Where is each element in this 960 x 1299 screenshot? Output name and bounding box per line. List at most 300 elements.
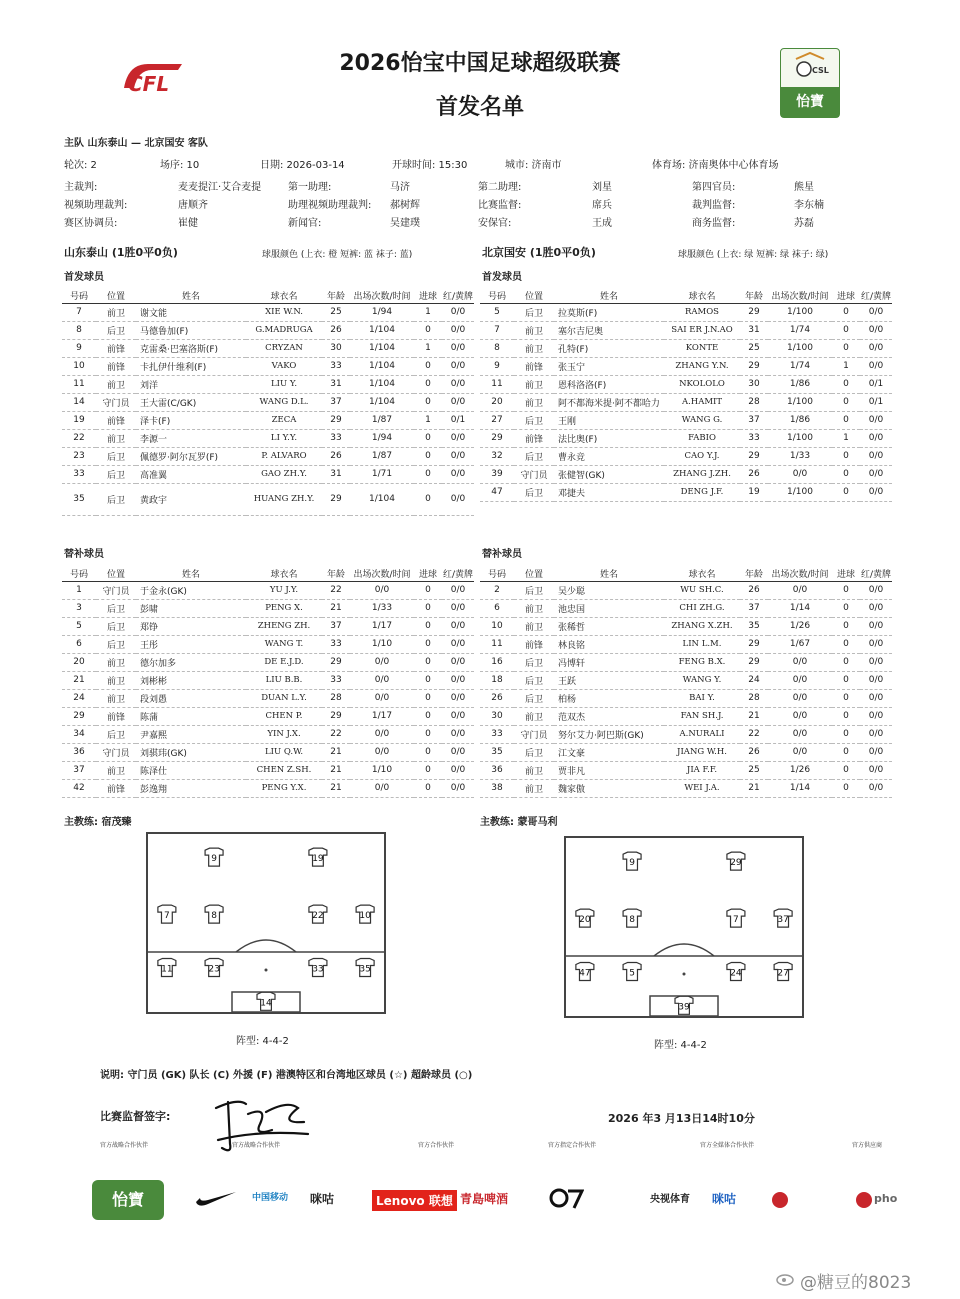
age-cell: 33 (740, 429, 768, 447)
shirt-name-cell: JIA F.F. (664, 761, 740, 779)
shirt-name-cell: HUANG ZH.Y. (246, 483, 322, 515)
shirt-name-cell: ZHANG X.ZH. (664, 617, 740, 635)
venue: 体育场: 济南奥体中心体育场 (652, 160, 779, 171)
age-cell: 29 (322, 653, 350, 671)
apps-cell: 1/86 (768, 411, 832, 429)
age-cell: 35 (740, 617, 768, 635)
shirt-name-cell: LIU Q.W. (246, 743, 322, 761)
svg-text:CSL: CSL (812, 66, 829, 75)
number-cell: 3 (62, 599, 96, 617)
lineup-jersey-icon (623, 852, 641, 870)
name-cell: 尹嘉熙 (136, 725, 246, 743)
svg-text:8: 8 (629, 915, 635, 926)
number-cell: 9 (480, 357, 514, 375)
goals-cell: 0 (832, 339, 860, 357)
shirt-name-cell: KONTE (664, 339, 740, 357)
name-cell: 卡扎伊什维利(F) (136, 357, 246, 375)
official-label: 比赛监督: (478, 200, 522, 211)
lineup-jersey-icon (309, 848, 327, 866)
position-cell: 前卫 (514, 761, 554, 779)
away-team-header: 北京国安 (1胜0平0负) (482, 246, 596, 259)
name-cell: 彭逸翔 (136, 779, 246, 797)
age-cell: 29 (322, 707, 350, 725)
goals-cell: 0 (414, 599, 442, 617)
position-cell: 后卫 (96, 447, 136, 465)
cards-cell: 0/0 (860, 779, 892, 797)
position-cell: 守门员 (514, 465, 554, 483)
svg-text:24: 24 (730, 968, 742, 979)
name-cell: 张稀哲 (554, 617, 664, 635)
apps-cell: 0/0 (350, 779, 414, 797)
name-cell: 阿不都海米提·阿不都哈力 (554, 393, 664, 411)
shirt-name-cell: CAO Y.J. (664, 447, 740, 465)
position-cell: 前锋 (96, 779, 136, 797)
shirt-name-cell: ZHANG J.ZH. (664, 465, 740, 483)
svg-text:CFL: CFL (128, 72, 170, 96)
shirt-name-cell: FABIO (664, 429, 740, 447)
position-cell: 前卫 (514, 375, 554, 393)
column-header: 进球 (414, 566, 442, 581)
position-cell: 后卫 (96, 321, 136, 339)
goals-cell: 0 (832, 707, 860, 725)
apps-cell: 1/26 (768, 617, 832, 635)
home-pitch (146, 832, 386, 1014)
apps-cell: 1/67 (768, 635, 832, 653)
apps-cell: 0/0 (768, 689, 832, 707)
cards-cell: 0/0 (860, 339, 892, 357)
goals-cell: 0 (832, 689, 860, 707)
age-cell: 30 (740, 375, 768, 393)
goals-cell: 0 (414, 779, 442, 797)
shirt-name-cell: ZECA (246, 411, 322, 429)
apps-cell: 0/0 (768, 725, 832, 743)
shirt-name-cell: LIU Y. (246, 375, 322, 393)
away-starters-title: 首发球员 (482, 272, 522, 283)
table-row (480, 689, 892, 707)
number-cell: 2 (480, 581, 514, 599)
number-cell: 6 (480, 599, 514, 617)
official-value: 吴建璞 (390, 218, 420, 229)
sponsor-q7-icon (548, 1186, 584, 1214)
age-cell: 21 (322, 599, 350, 617)
svg-text:19: 19 (312, 854, 324, 865)
official-label: 安保官: (478, 218, 512, 229)
age-cell: 37 (322, 393, 350, 411)
age-cell: 31 (322, 375, 350, 393)
position-cell: 后卫 (514, 447, 554, 465)
table-row (480, 375, 892, 393)
column-header: 球衣名 (246, 566, 322, 581)
goals-cell: 0 (414, 581, 442, 599)
apps-cell: 1/71 (350, 465, 414, 483)
lineup-jersey-icon (356, 905, 374, 923)
number-cell: 20 (480, 393, 514, 411)
home-jersey-colors: 球服颜色 (上衣: 橙 短裤: 蓝 袜子: 蓝) (262, 250, 413, 260)
name-cell: 李源一 (136, 429, 246, 447)
partner-caption: 官方供应商 (852, 1142, 883, 1149)
goals-cell: 0 (832, 465, 860, 483)
column-header: 位置 (514, 566, 554, 581)
number-cell: 26 (480, 689, 514, 707)
position-cell: 前卫 (514, 321, 554, 339)
shirt-name-cell: BAI Y. (664, 689, 740, 707)
number-cell: 7 (480, 321, 514, 339)
cards-cell: 0/0 (860, 707, 892, 725)
table-row (62, 689, 474, 707)
number-cell: 18 (480, 671, 514, 689)
table-row (480, 411, 892, 429)
cards-cell: 0/0 (860, 617, 892, 635)
cards-cell: 0/0 (860, 303, 892, 321)
age-cell: 22 (322, 725, 350, 743)
goals-cell: 0 (832, 671, 860, 689)
age-cell: 29 (322, 483, 350, 515)
goals-cell: 1 (414, 339, 442, 357)
away-jersey-colors: 球服颜色 (上衣: 绿 短裤: 绿 袜子: 绿) (678, 250, 829, 260)
away-pitch (564, 836, 804, 1018)
position-cell: 守门员 (96, 581, 136, 599)
svg-text:27: 27 (777, 968, 789, 979)
shirt-name-cell: VAKO (246, 357, 322, 375)
position-cell: 前锋 (514, 635, 554, 653)
cards-cell: 0/0 (442, 581, 474, 599)
age-cell: 37 (740, 599, 768, 617)
cards-cell: 0/0 (860, 581, 892, 599)
number-cell: 8 (480, 339, 514, 357)
position-cell: 前卫 (96, 761, 136, 779)
apps-cell: 0/0 (768, 581, 832, 599)
name-cell: 郑铮 (136, 617, 246, 635)
number-cell: 38 (480, 779, 514, 797)
age-cell: 26 (322, 321, 350, 339)
position-cell: 后卫 (514, 671, 554, 689)
age-cell: 21 (740, 779, 768, 797)
apps-cell: 1/14 (768, 779, 832, 797)
away-subs-title: 替补球员 (482, 549, 522, 560)
name-cell: 陈泽仕 (136, 761, 246, 779)
column-header: 姓名 (136, 566, 246, 581)
shirt-name-cell: RAMOS (664, 303, 740, 321)
official-value: 苏磊 (794, 218, 814, 229)
apps-cell: 1/33 (350, 599, 414, 617)
age-cell: 33 (322, 357, 350, 375)
shirt-name-cell: ZHANG Y.N. (664, 357, 740, 375)
cards-cell: 0/0 (860, 357, 892, 375)
position-cell: 前卫 (514, 707, 554, 725)
apps-cell: 0/0 (350, 743, 414, 761)
shirt-name-cell: FAN SH.J. (664, 707, 740, 725)
goals-cell: 0 (414, 653, 442, 671)
number-cell: 8 (62, 321, 96, 339)
goals-cell: 0 (832, 321, 860, 339)
official-label: 第四官员: (692, 182, 736, 193)
column-header: 年龄 (322, 288, 350, 303)
goals-cell: 0 (832, 303, 860, 321)
apps-cell: 1/26 (768, 761, 832, 779)
age-cell: 29 (740, 357, 768, 375)
goals-cell: 0 (414, 707, 442, 725)
name-cell: 法比奥(F) (554, 429, 664, 447)
shirt-name-cell: LIU B.B. (246, 671, 322, 689)
apps-cell: 1/17 (350, 707, 414, 725)
svg-text:5: 5 (629, 968, 635, 979)
table-row (480, 617, 892, 635)
shirt-name-cell: XIE W.N. (246, 303, 322, 321)
official-value: 马济 (390, 182, 410, 193)
name-cell: 段刘愚 (136, 689, 246, 707)
csl-badge-label: 怡寶 (781, 87, 839, 117)
svg-text:8: 8 (211, 911, 217, 922)
table-row (480, 779, 892, 797)
lineup-jersey-icon (675, 996, 693, 1014)
position-cell: 前卫 (514, 779, 554, 797)
apps-cell: 1/14 (768, 599, 832, 617)
column-header: 出场次数/时间 (768, 288, 832, 303)
table-row (62, 303, 474, 321)
position-cell: 前卫 (96, 653, 136, 671)
apps-cell: 1/100 (768, 393, 832, 411)
number-cell: 5 (480, 303, 514, 321)
table-row (480, 429, 892, 447)
number-cell: 10 (480, 617, 514, 635)
shirt-name-cell: WANG T. (246, 635, 322, 653)
official-label: 第二助理: (478, 182, 522, 193)
sponsor-migu-2: 咪咕 (712, 1192, 737, 1206)
column-header: 年龄 (740, 566, 768, 581)
table-row (62, 779, 474, 797)
goals-cell: 1 (832, 357, 860, 375)
cards-cell: 0/0 (442, 761, 474, 779)
shirt-name-cell: NKOLOLO (664, 375, 740, 393)
position-cell: 前卫 (96, 303, 136, 321)
away-subs-table (480, 566, 892, 798)
teams-line: 主队 山东泰山 — 北京国安 客队 (64, 138, 208, 149)
shirt-name-cell: DE E.J.D. (246, 653, 322, 671)
column-header: 出场次数/时间 (768, 566, 832, 581)
column-header: 球衣名 (664, 288, 740, 303)
name-cell: 王刚 (554, 411, 664, 429)
position-cell: 后卫 (96, 725, 136, 743)
number-cell: 29 (62, 707, 96, 725)
table-row (480, 393, 892, 411)
number-cell: 10 (62, 357, 96, 375)
name-cell: 林良铭 (554, 635, 664, 653)
apps-cell: 1/87 (350, 411, 414, 429)
age-cell: 21 (322, 779, 350, 797)
table-row (480, 743, 892, 761)
number-cell: 11 (480, 635, 514, 653)
cards-cell: 0/0 (860, 725, 892, 743)
table-row (480, 357, 892, 375)
cards-cell: 0/0 (860, 761, 892, 779)
goals-cell: 1 (832, 429, 860, 447)
match-date: 日期: 2026-03-14 (260, 160, 345, 171)
official-label: 视频助理裁判: (64, 200, 128, 211)
position-cell: 守门员 (514, 725, 554, 743)
column-header: 年龄 (740, 288, 768, 303)
cards-cell: 0/0 (442, 321, 474, 339)
column-header: 进球 (414, 288, 442, 303)
cards-cell: 0/0 (442, 725, 474, 743)
lineup-jersey-icon (257, 992, 275, 1010)
goals-cell: 0 (414, 689, 442, 707)
column-header: 号码 (480, 566, 514, 581)
column-header: 年龄 (322, 566, 350, 581)
cards-cell: 0/0 (442, 671, 474, 689)
partner-caption: 官方全媒体合作伙伴 (700, 1142, 755, 1149)
name-cell: 于金永(GK) (136, 581, 246, 599)
position-cell: 前卫 (96, 689, 136, 707)
cards-cell: 0/0 (442, 635, 474, 653)
official-value: 唐顺齐 (178, 200, 208, 211)
apps-cell: 1/94 (350, 429, 414, 447)
cards-cell: 0/0 (860, 465, 892, 483)
age-cell: 26 (322, 447, 350, 465)
apps-cell: 0/0 (350, 725, 414, 743)
cards-cell: 0/0 (442, 375, 474, 393)
name-cell: 贾非凡 (554, 761, 664, 779)
sponsor-china-mobile: 中国移动 (252, 1193, 289, 1203)
shirt-name-cell: LIN L.M. (664, 635, 740, 653)
away-formation: 阵型: 4-4-2 (654, 1040, 707, 1051)
shirt-name-cell: WANG Y. (664, 671, 740, 689)
goals-cell: 0 (832, 483, 860, 501)
age-cell: 22 (740, 725, 768, 743)
sponsor-pho-icon (856, 1192, 872, 1208)
age-cell: 26 (740, 465, 768, 483)
number-cell: 6 (62, 635, 96, 653)
sponsor-migu: 咪咕 (310, 1192, 335, 1206)
column-header: 号码 (62, 288, 96, 303)
number-cell: 33 (480, 725, 514, 743)
column-header: 姓名 (554, 566, 664, 581)
number-cell: 35 (62, 483, 96, 515)
name-cell: 王彤 (136, 635, 246, 653)
cards-cell: 0/0 (442, 393, 474, 411)
signature-datetime: 2026 年3 月13日14时10分 (608, 1112, 755, 1125)
cards-cell: 0/0 (442, 707, 474, 725)
position-cell: 后卫 (96, 483, 136, 515)
position-cell: 后卫 (514, 653, 554, 671)
goals-cell: 0 (832, 635, 860, 653)
shirt-name-cell: LI Y.Y. (246, 429, 322, 447)
lineup-jersey-icon (205, 848, 223, 866)
number-cell: 34 (62, 725, 96, 743)
lineup-jersey-icon (576, 963, 594, 981)
sponsor-lenovo: Lenovo 联想 (372, 1190, 457, 1211)
apps-cell: 1/86 (768, 375, 832, 393)
age-cell: 25 (740, 339, 768, 357)
goals-cell: 0 (832, 599, 860, 617)
name-cell: 努尔艾力·阿巴斯(GK) (554, 725, 664, 743)
cards-cell: 0/0 (860, 635, 892, 653)
cards-cell: 0/0 (860, 743, 892, 761)
svg-text:7: 7 (733, 915, 739, 926)
shirt-name-cell: JIANG W.H. (664, 743, 740, 761)
official-label: 新闻官: (288, 218, 322, 229)
official-label: 裁判监督: (692, 200, 736, 211)
goals-cell: 0 (414, 447, 442, 465)
column-header: 球衣名 (664, 566, 740, 581)
csl-badge (780, 48, 840, 118)
table-row (62, 743, 474, 761)
shirt-name-cell: DUAN L.Y. (246, 689, 322, 707)
page-title: 2026怡宝中国足球超级联赛 (339, 51, 621, 76)
position-cell: 前锋 (514, 357, 554, 375)
home-starters-title: 首发球员 (64, 272, 104, 283)
svg-text:47: 47 (579, 968, 591, 979)
cards-cell: 0/0 (442, 339, 474, 357)
name-cell: 王大雷(C/GK) (136, 393, 246, 411)
cards-cell: 0/1 (860, 393, 892, 411)
apps-cell: 1/104 (350, 339, 414, 357)
name-cell: 德尔加多 (136, 653, 246, 671)
cards-cell: 0/0 (860, 483, 892, 501)
age-cell: 31 (322, 465, 350, 483)
table-row (62, 761, 474, 779)
goals-cell: 0 (832, 761, 860, 779)
name-cell: 陈蒲 (136, 707, 246, 725)
name-cell: 恩科洛洛(F) (554, 375, 664, 393)
name-cell: 佩德罗·阿尔瓦罗(F) (136, 447, 246, 465)
svg-text:39: 39 (678, 1002, 690, 1013)
lineup-jersey-icon (576, 909, 594, 927)
goals-cell: 0 (414, 761, 442, 779)
table-row (62, 671, 474, 689)
position-cell: 后卫 (514, 303, 554, 321)
goals-cell: 0 (832, 653, 860, 671)
table-row (480, 725, 892, 743)
number-cell: 23 (62, 447, 96, 465)
position-cell: 前卫 (96, 671, 136, 689)
name-cell: 刘骐玮(GK) (136, 743, 246, 761)
table-row (480, 339, 892, 357)
apps-cell: 1/100 (768, 429, 832, 447)
age-cell: 26 (740, 743, 768, 761)
lineup-jersey-icon (158, 959, 176, 977)
cards-cell: 0/0 (442, 653, 474, 671)
apps-cell: 1/17 (350, 617, 414, 635)
shirt-name-cell: WU SH.C. (664, 581, 740, 599)
round: 轮次: 2 (64, 160, 97, 171)
shirt-name-cell: WANG D.L. (246, 393, 322, 411)
column-header: 红/黄牌 (442, 288, 474, 303)
table-row (480, 761, 892, 779)
official-value: 席兵 (592, 200, 612, 211)
column-header: 位置 (514, 288, 554, 303)
position-cell: 前卫 (96, 375, 136, 393)
sponsor-yibao-logo: 怡寶 (92, 1180, 164, 1220)
number-cell: 36 (480, 761, 514, 779)
match-no: 场序: 10 (160, 160, 200, 171)
pitch-graphic (148, 834, 384, 1012)
cards-cell: 0/0 (860, 411, 892, 429)
column-header: 进球 (832, 566, 860, 581)
column-header: 红/黄牌 (442, 566, 474, 581)
column-header: 号码 (62, 566, 96, 581)
name-cell: 吴少聪 (554, 581, 664, 599)
partner-caption: 官方合作伙伴 (418, 1142, 455, 1149)
number-cell: 35 (480, 743, 514, 761)
shirt-name-cell: G.MADRUGA (246, 321, 322, 339)
position-cell: 前锋 (514, 429, 554, 447)
number-cell: 29 (480, 429, 514, 447)
apps-cell: 1/104 (350, 483, 414, 515)
position-cell: 前卫 (514, 339, 554, 357)
number-cell: 36 (62, 743, 96, 761)
column-header: 出场次数/时间 (350, 288, 414, 303)
name-cell: 拉莫斯(F) (554, 303, 664, 321)
